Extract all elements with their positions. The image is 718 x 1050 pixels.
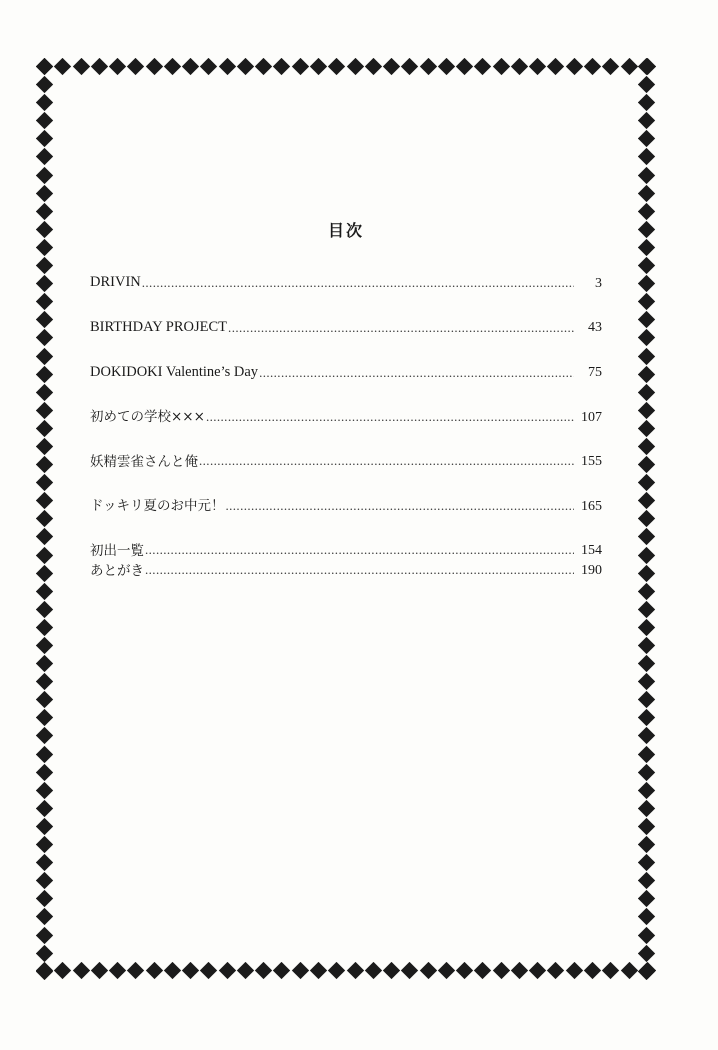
toc-entry-page: 75 [588,365,602,381]
toc-entry-label: 初めての学校××× [90,409,205,426]
toc-entry-label: DOKIDOKI Valentine’s Day [90,363,259,380]
toc-leader-dots [145,564,574,579]
toc-entry-page: 154 [581,542,602,558]
toc-entry-page: 3 [595,275,602,291]
toc-entry-page: 107 [581,409,602,425]
toc-leader-dots [225,499,574,514]
page-title: 目次 [327,223,364,240]
toc-entry[interactable] [90,365,602,381]
toc-entry-label: BIRTHDAY PROJECT [90,318,228,335]
toc-entry[interactable] [90,320,602,336]
toc-entry-label: ドッキリ夏のお中元！ [90,498,225,515]
toc-entry-page: 165 [581,498,602,514]
toc-entry-label: あとがき [90,562,144,579]
toc-entry-label: DRIVIN [90,274,141,290]
toc-leader-dots [206,411,574,426]
toc-list [90,275,602,579]
toc-entry[interactable] [90,454,602,469]
toc-entry[interactable] [90,543,602,558]
toc-entry[interactable] [90,410,602,425]
toc-leader-dots [228,321,574,336]
toc-entry[interactable] [90,563,602,578]
toc-content [36,58,656,980]
toc-entry-page: 155 [581,454,602,470]
toc-leader-dots [142,276,574,291]
toc-entry-page: 43 [588,320,602,336]
toc-entry-page: 190 [581,563,602,579]
toc-entry-label: 初出一覧 [90,542,144,559]
toc-leader-dots [199,455,574,470]
toc-leader-dots [259,366,574,381]
toc-entry[interactable] [90,275,602,291]
toc-leader-dots [145,544,574,559]
toc-entry[interactable] [90,499,602,514]
toc-entry-label: 妖精雲雀さんと俺 [90,453,198,470]
